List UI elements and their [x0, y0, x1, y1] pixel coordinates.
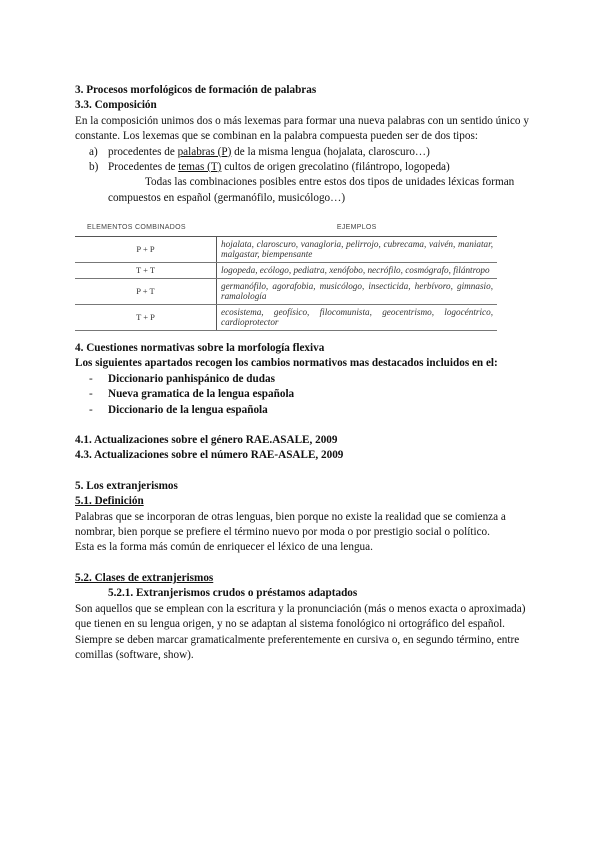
- list-bullet: -: [89, 403, 93, 416]
- crudos-text: Son aquellos que se emplean con la escritura y la pronunciación (más o menos exacta o aproximada) que tienen en su lengua origen, y no se adaptan al sistema fonológico ni ortográfico del español. Siempre se deben marcar gramaticalmente preferentemente en cursiva o, en segundo término, entre comillas (software, show).: [75, 602, 526, 661]
- source-item: Nueva gramatica de la lengua española: [108, 388, 295, 401]
- combinations-table: [75, 220, 497, 331]
- table-cell-examples: germanófilo, agorafobia, musicólogo, insecticida, herbívoro, gimnasio, ramalología: [217, 278, 498, 304]
- list-item: [75, 372, 530, 387]
- table-header-combos: ELEMENTOS COMBINADOS: [75, 220, 217, 236]
- palabras-term: palabras (P): [177, 145, 232, 158]
- section-5-title: 5. Los extranjerismos: [75, 479, 178, 492]
- list-item: [75, 160, 530, 175]
- section-4-title: 4. Cuestiones normativas sobre la morfología flexiva: [75, 342, 325, 354]
- list-bullet: -: [89, 372, 93, 385]
- sources-list: [75, 372, 530, 418]
- source-item: Diccionario panhispánico de dudas: [108, 372, 275, 385]
- combinations-note: Todas las combinaciones posibles entre estos dos tipos de unidades léxicas forman compuestos en español (germanófilo, musicólogo…): [108, 176, 515, 204]
- section-4-intro: Los siguientes apartados recogen los cambios normativos mas destacados incluidos en el:: [75, 357, 498, 370]
- table-cell-examples: logopeda, ecólogo, pediatra, xenófobo, necrófilo, cosmógrafo, filántropo: [217, 263, 498, 279]
- source-item: Diccionario de la lengua española: [108, 403, 268, 416]
- table-cell-combo: T + T: [75, 263, 217, 279]
- table-cell-combo: P + P: [75, 236, 217, 262]
- list-marker: b): [89, 161, 99, 174]
- list-item: [75, 387, 530, 402]
- list-text: de la misma lengua (hojalata, claroscuro…): [231, 145, 430, 158]
- list-bullet: -: [89, 388, 93, 401]
- list-text: cultos de origen grecolatino (filántropo, logopeda): [221, 161, 450, 174]
- table-cell-examples: hojalata, claroscuro, vanagloria, pelirrojo, cubrecama, vaivén, maniatar, malgastar, biempensante: [217, 236, 498, 262]
- section-5-1-title: 5.1. Definición: [75, 495, 144, 508]
- table-cell-combo: P + T: [75, 278, 217, 304]
- section-4-1-title: 4.1. Actualizaciones sobre el género RAE.ASALE, 2009: [75, 434, 338, 447]
- section-5-2-title: 5.2. Clases de extranjerismos: [75, 571, 214, 584]
- composition-intro: En la composición unimos dos o más lexemas para formar una nueva palabras con un sentido único y constante. Los lexemas que se combinan en la palabra compuesta pueden ser de dos tipos:: [75, 114, 529, 143]
- table-cell-examples: ecosistema, geofísico, filocomunista, geocentrismo, logocéntrico, cardioprotector: [217, 304, 498, 330]
- table-row: [75, 236, 497, 262]
- section-4-3-title: 4.3. Actualizaciones sobre el número RAE-ASALE, 2009: [75, 449, 344, 462]
- list-marker: a): [89, 145, 98, 158]
- definition-text-2: Esta es la forma más común de enriquecer el léxico de una lengua.: [75, 541, 373, 554]
- table-row: [75, 304, 497, 330]
- list-text: Procedentes de: [108, 161, 179, 174]
- list-text: procedentes de: [108, 145, 178, 158]
- definition-text: Palabras que se incorporan de otras lenguas, bien porque no existe la realidad que se comienza a nombrar, bien porque se prefiere el término nuevo por moda o por prestigio social o político.: [75, 510, 506, 539]
- table-cell-combo: T + P: [75, 304, 217, 330]
- section-3-3-title: 3.3. Composición: [75, 99, 157, 112]
- table-header-examples: EJEMPLOS: [217, 220, 498, 236]
- list-item: [75, 403, 530, 418]
- document-page: [75, 83, 530, 663]
- section-3-title: 3. Procesos morfológicos de formación de palabras: [75, 84, 317, 96]
- list-item: [75, 145, 530, 160]
- temas-term: temas (T): [178, 161, 222, 174]
- table-row: [75, 278, 497, 304]
- section-5-2-1-title: 5.2.1. Extranjerismos crudos o préstamos adaptados: [108, 587, 358, 600]
- table-row: [75, 263, 497, 279]
